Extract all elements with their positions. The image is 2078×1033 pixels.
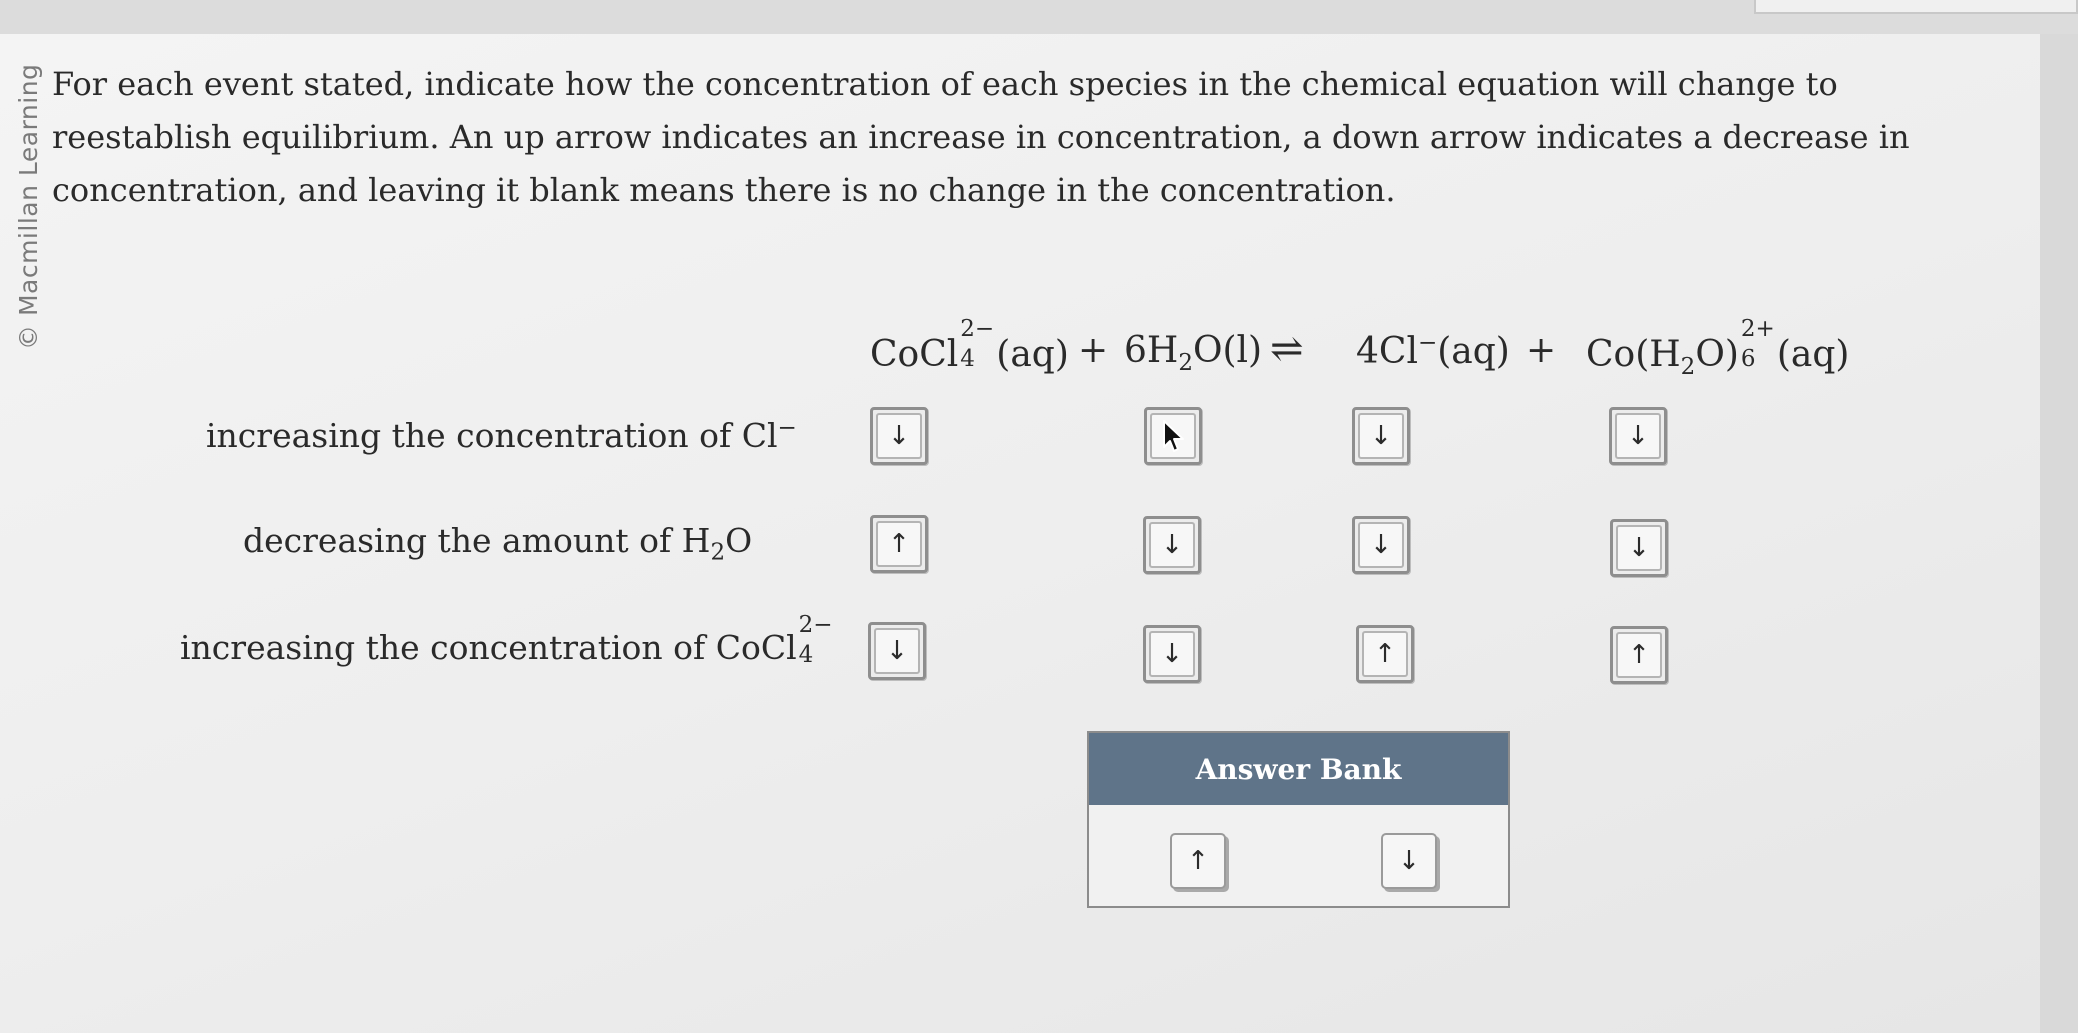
equation-reactant2: $6H_2O(l)$: [1124, 330, 1263, 377]
mouse-pointer-icon: [1158, 419, 1188, 453]
drop-target-row1-h2o[interactable]: [1144, 407, 1202, 465]
answer-bank: [1087, 731, 1510, 908]
drop-target-row1-cl[interactable]: [1352, 407, 1410, 465]
copyright-notice: © Macmillan Learning: [14, 63, 43, 350]
drop-target-row3-coh2o6[interactable]: [1610, 626, 1668, 684]
drop-target-row2-h2o[interactable]: [1143, 516, 1201, 574]
row-label-increase-cl: increasing the concentration of Cl−: [206, 415, 797, 455]
answer-arrow: ↓: [1616, 525, 1662, 571]
answer-arrow: ↓: [1358, 413, 1404, 459]
drop-target-row1-coh2o6[interactable]: [1609, 407, 1667, 465]
equation-plus-1: +: [1078, 330, 1109, 371]
drop-target-row3-cocl4[interactable]: [868, 622, 926, 680]
answer-arrow: ↓: [876, 413, 922, 459]
equation-reactant1: CoCl 2− 4 (aq): [870, 316, 1069, 375]
answer-bank-up-arrow[interactable]: ↑: [1170, 833, 1226, 889]
row-label-decrease-h2o: decreasing the amount of $H_2O$: [243, 521, 753, 566]
instructions-text: For each event stated, indicate how the concentration of each species in the chemical equation will change to reestablish equilibrium. An up arrow indicates an increase in concentration, a down arrow indicates a decrease in concentration, and leaving it blank means there is no change in the concentration.: [52, 65, 1910, 209]
answer-arrow: ↑: [1616, 632, 1662, 678]
right-edge: [2040, 34, 2078, 1033]
drop-target-row2-coh2o6[interactable]: [1610, 519, 1668, 577]
drop-target-row2-cl[interactable]: [1352, 516, 1410, 574]
drop-target-row2-cocl4[interactable]: [870, 515, 928, 573]
answer-arrow: ↑: [1362, 631, 1408, 677]
equation-plus-2: +: [1526, 330, 1557, 371]
row-label-increase-cocl4: increasing the concentration of CoCl 2− 4: [180, 612, 833, 668]
answer-arrow: ↓: [1358, 522, 1404, 568]
answer-arrow: ↓: [1149, 522, 1195, 568]
answer-arrow: ↓: [1615, 413, 1661, 459]
answer-arrow: ↓: [874, 628, 920, 674]
answer-bank-down-arrow[interactable]: ↓: [1381, 833, 1437, 889]
answer-empty: [1150, 413, 1196, 459]
equation-product1: 4Cl−(aq): [1356, 330, 1510, 372]
drop-target-row1-cocl4[interactable]: [870, 407, 928, 465]
answer-bank-title: Answer Bank: [1089, 733, 1508, 805]
equation-product2: $Co(H_2O)$ 2+ 6 (aq): [1586, 316, 1850, 381]
drop-target-row3-cl[interactable]: [1356, 625, 1414, 683]
equilibrium-arrow: ⇌: [1270, 326, 1304, 372]
drop-target-row3-h2o[interactable]: [1143, 625, 1201, 683]
answer-arrow: ↑: [876, 521, 922, 567]
answer-arrow: ↓: [1149, 631, 1195, 677]
top-tab: [1754, 0, 2078, 14]
